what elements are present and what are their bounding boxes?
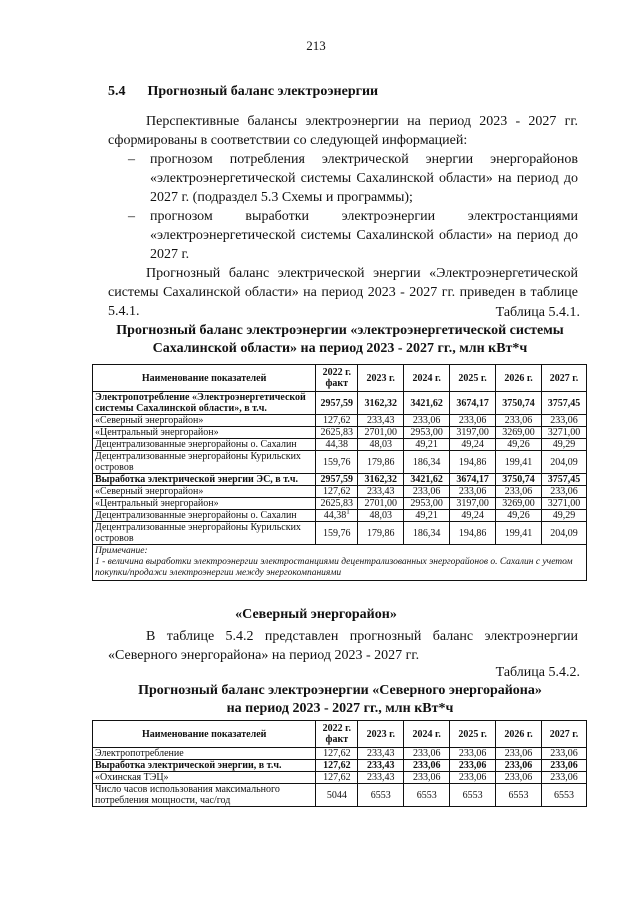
table-row <box>93 474 587 486</box>
value-text: 127,62 <box>323 772 351 783</box>
value-text: 194,86 <box>458 527 487 539</box>
value-text: 3674,17 <box>456 397 489 409</box>
footnote-mark: 1 <box>346 507 350 516</box>
value-text: 3757,45 <box>547 397 581 409</box>
value-text: 127,62 <box>323 760 351 771</box>
value-text: 199,41 <box>504 527 533 539</box>
value-text: 233,06 <box>458 415 487 426</box>
value-text: 186,34 <box>412 456 441 468</box>
header-cell: 2024 г. <box>404 365 450 392</box>
value-cell <box>542 439 587 451</box>
value-text: 3750,74 <box>502 474 535 485</box>
value-text: 2701,00 <box>364 427 397 438</box>
value-cell <box>450 474 496 486</box>
header-cell: 2026 г. <box>496 365 542 392</box>
bullet-text: прогнозом потребления электрической энергии энергорайонов «электроэнергетической системы Сахалинской области» на период до 2027 г. (подраздел 5.3 Схемы и программы); <box>150 152 578 205</box>
value-cell <box>450 486 496 498</box>
table-row <box>93 522 587 545</box>
value-text: 6553 <box>462 789 483 801</box>
table1-title <box>80 322 600 358</box>
value-cell <box>404 748 450 760</box>
table1-header-row <box>93 365 587 392</box>
value-cell <box>450 772 496 784</box>
table2 <box>92 720 587 807</box>
value-text: 49,29 <box>552 439 576 450</box>
value-cell <box>358 427 404 439</box>
value-text: 3271,00 <box>547 498 581 509</box>
value-text: 233,06 <box>550 415 578 426</box>
value-cell <box>542 760 587 772</box>
value-cell <box>450 498 496 510</box>
value-text: 3674,17 <box>456 474 489 485</box>
value-cell <box>404 427 450 439</box>
table-row <box>93 498 587 510</box>
header-cell: 2022 г. факт <box>316 721 358 748</box>
header-cell: 2027 г. <box>542 721 587 748</box>
value-cell <box>496 760 542 772</box>
subheading-north: «Северный энергорайон» <box>235 607 397 622</box>
row-label: Электропотребление <box>93 748 316 760</box>
value-cell <box>316 486 358 498</box>
value-cell <box>316 427 358 439</box>
value-cell <box>496 522 542 545</box>
section-number: 5.4 <box>108 84 126 99</box>
value-text: 233,06 <box>504 760 533 771</box>
value-cell <box>404 772 450 784</box>
value-text: 48,03 <box>369 439 392 450</box>
value-cell <box>404 392 450 415</box>
value-cell <box>450 439 496 451</box>
section-heading <box>108 84 378 100</box>
value-text: 3750,74 <box>502 397 535 409</box>
row-label: «Центральный энергорайон» <box>93 498 316 510</box>
value-text: 5044 <box>326 789 347 801</box>
value-cell <box>358 439 404 451</box>
table2-title-line2: на период 2023 - 2027 гг., млн кВт*ч <box>226 701 454 716</box>
row-label: Децентрализованные энергорайоны о. Сахалин <box>93 439 316 451</box>
value-text: 49,21 <box>415 510 438 521</box>
value-cell <box>316 772 358 784</box>
header-cell: Наименование показателей <box>93 365 316 392</box>
value-text: 3162,32 <box>364 397 397 409</box>
value-cell <box>542 415 587 427</box>
value-text: 199,41 <box>504 456 533 468</box>
value-text: 233,43 <box>367 748 395 759</box>
north-paragraph: В таблице 5.4.2 представлен прогнозный баланс электроэнергии «Северного энергорайона» на период 2023 - 2027 гг. <box>108 629 578 663</box>
value-cell <box>496 498 542 510</box>
value-cell <box>358 474 404 486</box>
intro-paragraph-2: Прогнозный баланс электрической энергии «Электроэнергетической системы Сахалинской области» на период 2023 - 2027 гг. приведен в таблице 5.4.1. <box>108 266 578 319</box>
value-cell <box>316 507 358 522</box>
value-text: 3162,32 <box>364 474 397 485</box>
value-text: 49,24 <box>461 439 484 450</box>
value-text: 44,38 <box>323 510 347 521</box>
value-cell <box>358 498 404 510</box>
value-cell <box>496 772 542 784</box>
value-cell <box>542 451 587 474</box>
value-cell <box>496 392 542 415</box>
row-label: Децентрализованные энергорайоны о. Сахалин <box>93 510 316 522</box>
table-row <box>93 760 587 772</box>
row-label: «Северный энергорайон» <box>93 486 316 498</box>
row-label: Электропотребление «Электроэнергетической системы Сахалинской области», в т.ч. <box>93 392 316 415</box>
value-text: 127,62 <box>323 486 351 497</box>
value-cell <box>404 451 450 474</box>
value-cell <box>496 784 542 807</box>
table-row <box>93 427 587 439</box>
table-row <box>93 510 587 522</box>
value-cell <box>316 392 358 415</box>
table1-caption: Таблица 5.4.1. <box>495 305 580 320</box>
value-cell <box>542 784 587 807</box>
value-text: 2953,00 <box>410 427 443 438</box>
value-cell <box>404 439 450 451</box>
header-cell: 2024 г. <box>404 721 450 748</box>
value-cell <box>358 772 404 784</box>
value-cell <box>542 392 587 415</box>
table1 <box>92 364 587 581</box>
value-cell <box>404 522 450 545</box>
value-cell <box>358 784 404 807</box>
value-text: 233,06 <box>458 760 487 771</box>
value-cell <box>542 474 587 486</box>
value-text: 233,06 <box>550 748 578 759</box>
intro-paragraph: Перспективные балансы электроэнергии на период 2023 - 2027 гг. сформированы в соответствии со следующей информацией: <box>108 114 578 148</box>
value-text: 194,86 <box>458 456 487 468</box>
value-text: 6553 <box>508 789 529 801</box>
value-text: 233,43 <box>366 415 395 426</box>
header-cell: 2022 г. факт <box>316 365 358 392</box>
value-text: 49,21 <box>415 439 438 450</box>
value-text: 233,06 <box>504 748 533 759</box>
value-cell <box>316 522 358 545</box>
value-text: 233,06 <box>458 486 487 497</box>
value-cell <box>542 510 587 522</box>
value-text: 49,29 <box>552 510 576 521</box>
value-cell <box>358 760 404 772</box>
section-title: Прогнозный баланс электроэнергии <box>147 84 379 99</box>
value-text: 2625,83 <box>320 498 354 509</box>
value-cell <box>316 451 358 474</box>
value-text: 233,06 <box>412 486 441 497</box>
value-text: 233,06 <box>412 415 441 426</box>
note-title: Примечание: <box>95 546 148 556</box>
value-text: 233,06 <box>458 772 487 783</box>
bullet-item <box>128 150 578 207</box>
value-text: 6553 <box>416 789 437 801</box>
value-cell <box>358 510 404 522</box>
row-label: Выработка электрической энергии ЭС, в т.ч. <box>93 474 316 486</box>
value-text: 48,03 <box>369 510 392 521</box>
bullet-dash: – <box>128 209 135 224</box>
value-text: 3421,62 <box>410 397 443 409</box>
table1-title-line2: Сахалинской области» на период 2023 - 2027 гг., млн кВт*ч <box>152 341 528 356</box>
value-text: 2957,59 <box>320 397 354 409</box>
value-text: 3271,00 <box>547 427 581 438</box>
value-text: 233,43 <box>366 486 395 497</box>
value-cell <box>358 486 404 498</box>
value-cell <box>496 486 542 498</box>
value-text: 204,09 <box>550 527 578 539</box>
value-cell <box>316 748 358 760</box>
value-cell <box>450 427 496 439</box>
value-text: 3269,00 <box>502 498 535 509</box>
note-row <box>93 545 587 581</box>
value-cell <box>358 451 404 474</box>
value-text: 44,38 <box>325 439 349 450</box>
table2-title <box>80 682 600 718</box>
value-cell <box>316 498 358 510</box>
header-cell: 2023 г. <box>358 365 404 392</box>
page-number: 213 <box>306 38 326 53</box>
value-cell <box>542 486 587 498</box>
value-cell <box>404 510 450 522</box>
header-cell: Наименование показателей <box>93 721 316 748</box>
row-label: «Охинская ТЭЦ» <box>93 772 316 784</box>
value-text: 233,06 <box>504 486 533 497</box>
value-cell <box>450 510 496 522</box>
row-label: «Северный энергорайон» <box>93 415 316 427</box>
value-cell <box>542 772 587 784</box>
note-cell <box>93 545 587 581</box>
value-text: 233,06 <box>550 772 578 783</box>
value-text: 3197,00 <box>456 498 489 509</box>
row-label: Децентрализованные энергорайоны Курильских островов <box>93 522 316 545</box>
value-text: 233,06 <box>458 748 487 759</box>
value-cell <box>450 415 496 427</box>
value-text: 127,62 <box>323 415 351 426</box>
value-text: 233,06 <box>504 415 533 426</box>
note-text: 1 - величина выработки электроэнергии электростанциями децентрализованных энергорайонов о. Сахалин с учетом покупки/продажи электроэнергии между энергокомпаниями <box>95 557 573 578</box>
value-text: 179,86 <box>366 456 395 468</box>
value-cell <box>496 427 542 439</box>
value-cell <box>316 439 358 451</box>
value-text: 2957,59 <box>320 474 354 485</box>
header-cell: 2023 г. <box>358 721 404 748</box>
value-text: 233,43 <box>367 772 395 783</box>
value-text: 159,76 <box>323 456 351 468</box>
value-cell <box>496 748 542 760</box>
value-text: 2625,83 <box>320 427 354 438</box>
table2-title-line1: Прогнозный баланс электроэнергии «Северного энергорайона» <box>138 683 542 698</box>
value-cell <box>450 451 496 474</box>
table-row <box>93 772 587 784</box>
value-cell <box>496 415 542 427</box>
value-text: 2701,00 <box>364 498 397 509</box>
table-row <box>93 486 587 498</box>
value-text: 179,86 <box>366 527 395 539</box>
table2-caption: Таблица 5.4.2. <box>495 665 580 680</box>
header-cell: 2026 г. <box>496 721 542 748</box>
value-cell <box>404 760 450 772</box>
value-cell <box>542 748 587 760</box>
value-text: 233,43 <box>367 760 395 771</box>
value-cell <box>542 522 587 545</box>
bullet-text: прогнозом выработки электроэнергии электростанциями «электроэнергетической системы Сахалинской области» на период до 2027 г. <box>150 209 578 262</box>
value-text: 3757,45 <box>547 474 581 485</box>
value-text: 186,34 <box>412 527 441 539</box>
value-cell <box>496 451 542 474</box>
header-cell: 2025 г. <box>450 365 496 392</box>
value-text: 233,06 <box>550 760 578 771</box>
table-row <box>93 392 587 415</box>
bullet-dash: – <box>128 152 135 167</box>
value-cell <box>358 522 404 545</box>
value-cell <box>316 474 358 486</box>
table1-title-line1: Прогнозный баланс электроэнергии «электроэнергетической системы <box>116 323 564 338</box>
table-row <box>93 439 587 451</box>
value-text: 49,26 <box>507 510 530 521</box>
value-cell <box>450 748 496 760</box>
table-row <box>93 784 587 807</box>
value-cell <box>404 486 450 498</box>
value-text: 233,06 <box>504 772 533 783</box>
value-cell <box>404 498 450 510</box>
value-text: 3269,00 <box>502 427 535 438</box>
value-cell <box>358 415 404 427</box>
header-cell: 2027 г. <box>542 365 587 392</box>
row-label: Число часов использования максимального потребления мощности, час/год <box>93 784 316 807</box>
row-label: Выработка электрической энергии, в т.ч. <box>93 760 316 772</box>
value-text: 3421,62 <box>410 474 443 485</box>
value-cell <box>316 760 358 772</box>
value-text: 127,62 <box>323 748 351 759</box>
table-row <box>93 415 587 427</box>
value-cell <box>450 760 496 772</box>
value-cell <box>404 415 450 427</box>
value-text: 6553 <box>554 789 574 801</box>
value-cell <box>542 498 587 510</box>
value-cell <box>316 784 358 807</box>
bullet-item <box>128 207 578 264</box>
value-cell <box>496 439 542 451</box>
value-cell <box>450 522 496 545</box>
value-cell <box>496 474 542 486</box>
value-text: 233,06 <box>412 748 441 759</box>
value-cell <box>450 392 496 415</box>
row-label: Децентрализованные энергорайоны Курильских островов <box>93 451 316 474</box>
value-cell <box>404 784 450 807</box>
value-cell <box>542 427 587 439</box>
value-text: 159,76 <box>323 527 351 539</box>
value-cell <box>450 784 496 807</box>
value-cell <box>496 510 542 522</box>
value-text: 49,24 <box>461 510 484 521</box>
row-label: «Центральный энергорайон» <box>93 427 316 439</box>
header-cell: 2025 г. <box>450 721 496 748</box>
value-text: 2953,00 <box>410 498 443 509</box>
value-text: 233,06 <box>412 760 441 771</box>
table2-header-row <box>93 721 587 748</box>
value-text: 233,06 <box>412 772 441 783</box>
value-text: 233,06 <box>550 486 578 497</box>
value-text: 204,09 <box>550 456 578 468</box>
value-text: 6553 <box>370 789 391 801</box>
table-row <box>93 451 587 474</box>
value-cell <box>358 392 404 415</box>
value-text: 49,26 <box>507 439 530 450</box>
value-cell <box>404 474 450 486</box>
table-row <box>93 748 587 760</box>
value-text: 3197,00 <box>456 427 489 438</box>
value-cell <box>358 748 404 760</box>
value-cell <box>316 415 358 427</box>
